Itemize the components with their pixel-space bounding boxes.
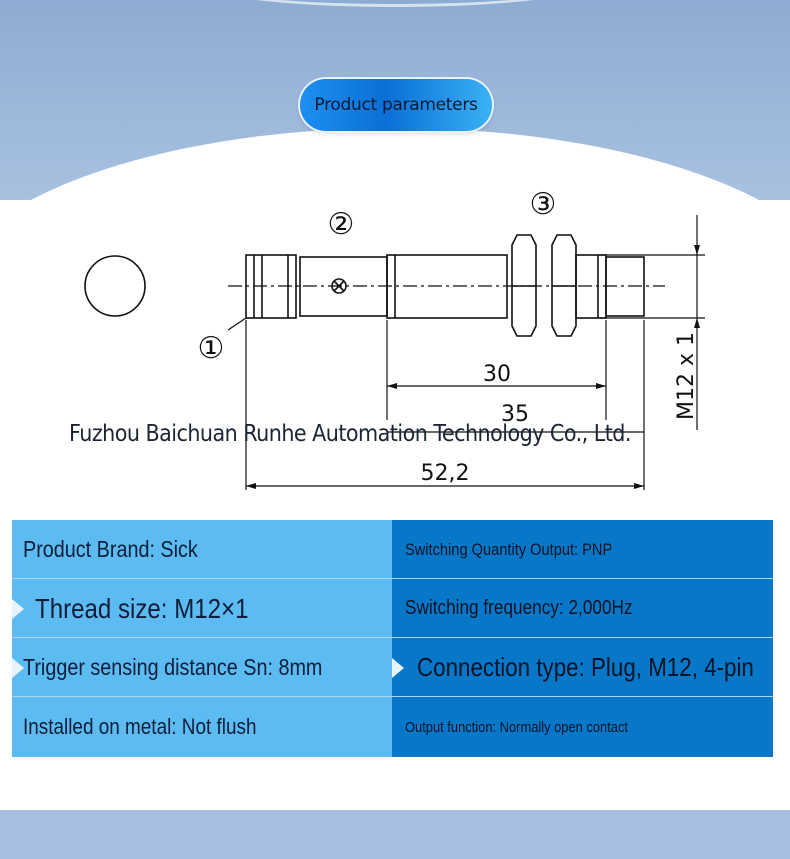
param-cell [392, 638, 773, 697]
param-cell [12, 638, 392, 697]
sensor-dimension-drawing [0, 180, 790, 500]
table-row [12, 697, 773, 757]
label-two: ② [327, 207, 355, 242]
footer-band [0, 810, 790, 859]
param-cell [12, 579, 392, 638]
row-notch [392, 658, 404, 678]
param-cell [12, 697, 392, 757]
section-title: Product parameters [314, 95, 478, 115]
param-connection: Connection type: Plug, M12, 4-pin [417, 652, 754, 682]
param-output: Switching Quantity Output: PNP [405, 539, 613, 559]
param-brand: Product Brand: Sick [23, 536, 198, 562]
param-output-function: Output function: Normally open contact [405, 718, 629, 736]
sensor-front-view [85, 256, 145, 316]
table-row [12, 579, 773, 638]
parameter-table [12, 520, 773, 757]
dimension-52: 52,2 [420, 461, 470, 486]
dimension-35: 35 [501, 402, 529, 427]
row-notch [12, 599, 24, 619]
param-cell [392, 697, 773, 757]
param-cell [12, 520, 392, 579]
dimension-thread: M12 x 1 [674, 332, 699, 420]
param-sensing-distance: Trigger sensing distance Sn: 8mm [23, 654, 323, 680]
section-title-pill [300, 79, 492, 131]
param-cell [392, 579, 773, 638]
table-row [12, 520, 773, 579]
param-thread-size: Thread size: M12×1 [35, 592, 249, 624]
row-notch [12, 658, 24, 678]
param-cell [392, 520, 773, 579]
dimension-30: 30 [483, 362, 511, 387]
label-one: ① [197, 331, 225, 366]
param-installation: Installed on metal: Not flush [23, 714, 257, 739]
param-frequency: Switching frequency: 2,000Hz [405, 597, 633, 619]
company-watermark: Fuzhou Baichuan Runhe Automation Technology Co., Ltd. [69, 421, 631, 447]
label-three: ③ [529, 187, 557, 222]
